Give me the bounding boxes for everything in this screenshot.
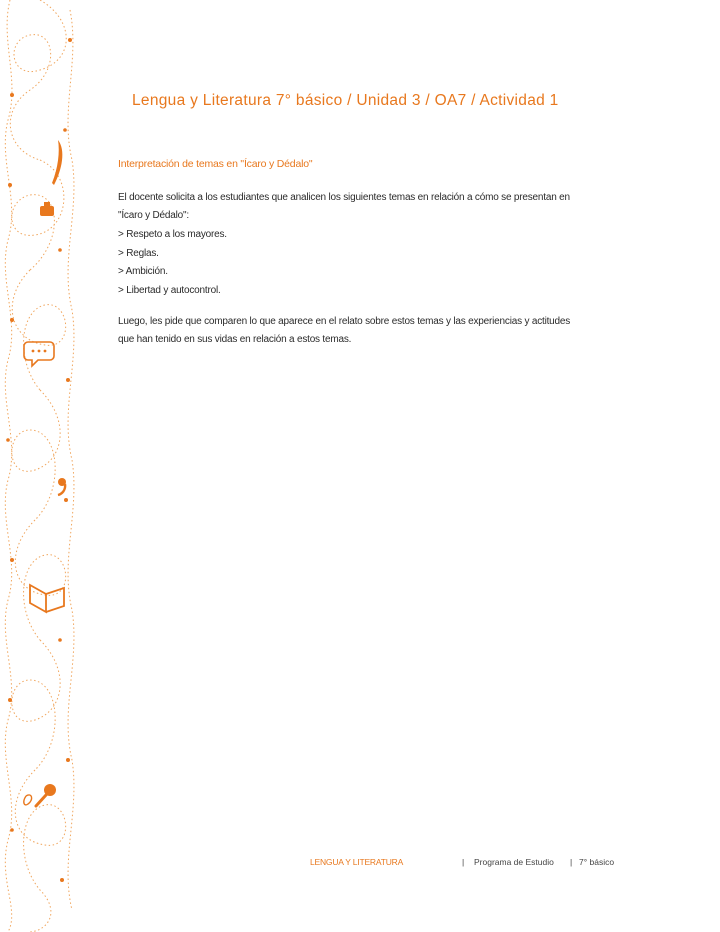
list-item: > Reglas. — [118, 247, 159, 259]
page-title: Lengua y Literatura 7° básico / Unidad 3 / OA7 / Actividad 1 — [132, 92, 559, 109]
section-subtitle: Interpretación de temas en "Ícaro y Dédalo" — [118, 158, 313, 170]
topics-list — [118, 226, 227, 300]
list-item: > Ambición. — [118, 266, 168, 277]
instruction-paragraph: El docente solicita a los estudiantes que analicen los siguientes temas en relación a cómo se presentan en "Ícaro y Dédalo": — [118, 192, 570, 221]
footer-separator: | — [570, 857, 573, 867]
comma-icon — [58, 478, 66, 495]
decorative-border — [0, 0, 80, 932]
footer-grade: 7° básico — [579, 857, 615, 867]
footer-program: Programa de Estudio — [474, 857, 554, 867]
footer-subject: LENGUA Y LITERATURA — [310, 857, 404, 867]
page-footer — [0, 857, 720, 871]
list-item: > Libertad y autocontrol. — [118, 284, 221, 296]
follow-up-paragraph: Luego, les pide que comparen lo que aparece en el relato sobre estos temas y las experiencias y actitudes que han tenido en sus vidas en relación a estos temas. — [118, 316, 571, 345]
open-book-icon — [30, 585, 64, 612]
microphone-icon — [24, 784, 56, 806]
speech-bubble-icon — [24, 342, 54, 366]
list-item: > Respeto a los mayores. — [118, 229, 227, 240]
footer-separator: | — [462, 857, 465, 867]
quill-and-ink-icon — [40, 140, 62, 216]
